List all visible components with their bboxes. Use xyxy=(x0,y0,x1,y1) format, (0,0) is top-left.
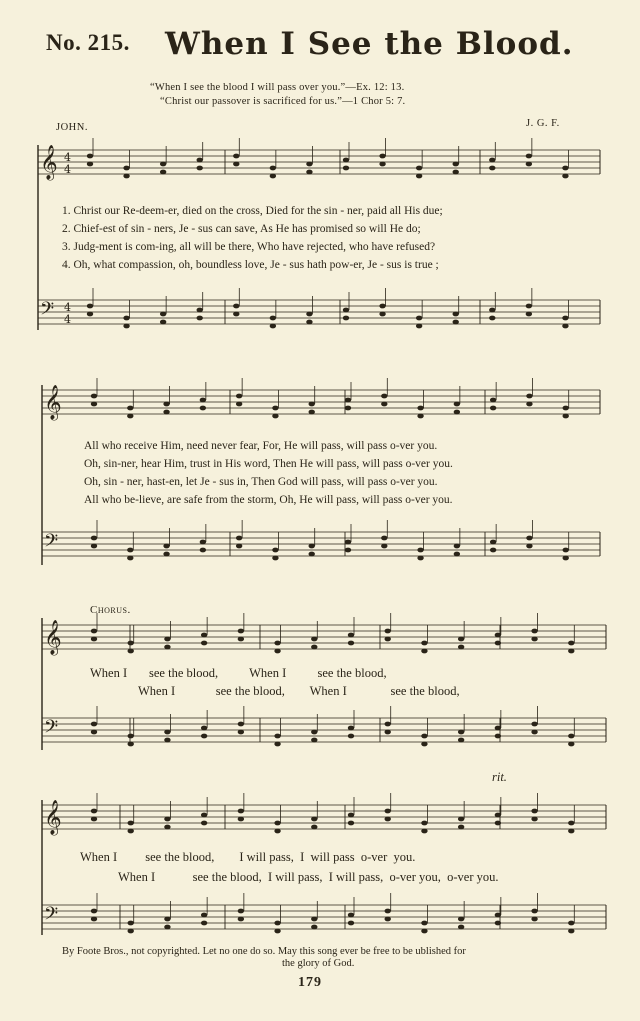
treble-staff-4-note-head xyxy=(458,825,464,830)
treble-staff-2-note-head xyxy=(91,402,97,407)
bass-staff-4-note-head xyxy=(274,929,280,934)
bass-staff-4-note-head xyxy=(311,925,317,930)
treble-staff-1-note-head xyxy=(197,166,203,171)
bass-staff-3-note-head xyxy=(128,742,134,747)
bass-staff-2-note-head xyxy=(236,544,242,549)
scripture-line-1: “When I see the blood I will pass over you.”—Ex. 12: 13. xyxy=(150,82,405,93)
bass-staff-1-note-head xyxy=(489,308,495,313)
treble-staff-2-clef-icon: 𝄞 xyxy=(44,385,62,420)
treble-staff-2-note-head xyxy=(163,410,169,415)
bass-staff-3-note-head xyxy=(164,738,170,743)
treble-staff-4-note-head xyxy=(531,817,537,822)
bass-staff-3-note-head xyxy=(164,730,170,735)
treble-staff-1-note-head xyxy=(123,166,129,171)
treble-staff-3-note-head xyxy=(91,637,97,642)
verse-4-line-a: 4. Oh, what compassion, oh, boundless love, Je - sus hath pow-er, Je - sus is true ; xyxy=(62,259,439,271)
bass-staff-4-note-head xyxy=(91,917,97,922)
bass-staff-2-note-head xyxy=(163,552,169,557)
bass-staff-4-note-head xyxy=(421,929,427,934)
treble-staff-1-note-head xyxy=(87,154,93,159)
treble-staff-1-note-head xyxy=(343,158,349,163)
treble-staff-3-note-head xyxy=(274,649,280,654)
bass-staff-1-note-head xyxy=(233,312,239,317)
treble-staff-1-note-head xyxy=(160,162,166,167)
bass-staff-3-clef-icon: 𝄢 xyxy=(44,717,59,742)
verse-1-line-b: All who receive Him, need never fear, For, He will pass, will pass o-ver you. xyxy=(84,440,438,452)
bass-staff-3-note-head xyxy=(311,738,317,743)
bass-staff-1-note-head xyxy=(526,312,532,317)
treble-staff-4-note-head xyxy=(201,813,207,818)
bass-staff-2-note-head xyxy=(127,556,133,561)
bass-staff-4-note-head xyxy=(348,913,354,918)
bass-staff-4-note-head xyxy=(421,921,427,926)
treble-staff-1-note-head xyxy=(562,166,568,171)
page-number: 179 xyxy=(298,975,322,990)
treble-staff-2-note-head xyxy=(563,406,569,411)
bass-staff-1-note-head xyxy=(343,308,349,313)
bass-staff-1-note-head xyxy=(562,324,568,329)
treble-staff-2-note-head xyxy=(490,406,496,411)
bass-staff-3-note-head xyxy=(348,726,354,731)
bass-staff-1-note-head xyxy=(526,304,532,309)
treble-staff-4-note-head xyxy=(568,821,574,826)
bass-staff-1-note-head xyxy=(343,316,349,321)
treble-staff-1-note-head xyxy=(453,170,459,175)
bass-staff-4-note-head xyxy=(458,925,464,930)
verse-3-line-b: Oh, sin - ner, hast-en, let Je - sus in, Then God will pass, will pass o-ver you. xyxy=(84,476,438,488)
bass-staff-2-note-head xyxy=(417,556,423,561)
treble-staff-2-note-head xyxy=(381,394,387,399)
composer-credit: J. G. F. xyxy=(526,118,560,129)
bass-staff-3-note-head xyxy=(238,730,244,735)
treble-staff-2-note-head xyxy=(526,394,532,399)
bass-staff-2-note-head xyxy=(526,536,532,541)
bass-staff-2-note-head xyxy=(381,536,387,541)
bass-staff-1-note-head xyxy=(197,308,203,313)
bass-staff-4-note-head xyxy=(128,929,134,934)
bass-staff-2-note-head xyxy=(490,548,496,553)
treble-staff-2-note-head xyxy=(91,394,97,399)
treble-staff-3-clef-icon: 𝄞 xyxy=(44,620,62,655)
bass-staff-2-note-head xyxy=(200,548,206,553)
bass-staff-4-note-head xyxy=(238,917,244,922)
bass-staff-3-note-head xyxy=(495,734,501,739)
treble-staff-2-note-head xyxy=(563,414,569,419)
treble-staff-1-note-head xyxy=(562,174,568,179)
bass-staff-1-note-head xyxy=(160,320,166,325)
scripture-line-2: “Christ our passover is sacrificed for us.”—1 Chor 5: 7. xyxy=(160,96,406,107)
treble-staff-1-note-head xyxy=(197,158,203,163)
treble-staff-3-note-head xyxy=(91,629,97,634)
treble-staff-4-note-head xyxy=(311,825,317,830)
bass-staff-2-note-head xyxy=(272,548,278,553)
treble-staff-4-note-head xyxy=(348,813,354,818)
treble-staff-4-note-head xyxy=(568,829,574,834)
treble-staff-1-note-head xyxy=(379,154,385,159)
bass-staff-2-note-head xyxy=(526,544,532,549)
bass-staff-4-note-head xyxy=(531,909,537,914)
bass-staff-3-note-head xyxy=(531,730,537,735)
bass-staff-4-note-head xyxy=(201,921,207,926)
bass-staff-2-note-head xyxy=(309,544,315,549)
bass-staff-3-note-head xyxy=(568,742,574,747)
bass-staff-2-note-head xyxy=(417,548,423,553)
treble-staff-3-note-head xyxy=(495,633,501,638)
treble-staff-3-note-head xyxy=(568,641,574,646)
bass-staff-4-note-head xyxy=(91,909,97,914)
bass-staff-2-clef-icon: 𝄢 xyxy=(44,531,59,556)
bass-staff-3-note-head xyxy=(385,730,391,735)
bass-staff-3-note-head xyxy=(274,742,280,747)
bass-staff-1-note-head xyxy=(453,312,459,317)
hymn-title: When I See the Blood. xyxy=(165,26,574,62)
treble-staff-2-note-head xyxy=(381,402,387,407)
treble-staff-3-note-head xyxy=(128,649,134,654)
bass-staff-1-note-head xyxy=(160,312,166,317)
treble-staff-1-note-head xyxy=(526,154,532,159)
treble-staff-2-note-head xyxy=(236,394,242,399)
verse-4-line-b: All who be-lieve, are safe from the storm, Oh, He will pass, will pass o-ver you. xyxy=(84,494,453,506)
treble-staff-2-note-head xyxy=(272,406,278,411)
treble-staff-4-note-head xyxy=(164,817,170,822)
bass-staff-3-note-head xyxy=(385,722,391,727)
bass-staff-1-note-head xyxy=(306,312,312,317)
treble-staff-3-note-head xyxy=(458,645,464,650)
bass-staff-2-note-head xyxy=(381,544,387,549)
treble-staff-1-note-head xyxy=(233,162,239,167)
bass-staff-2-note-head xyxy=(272,556,278,561)
treble-staff-4-note-head xyxy=(495,813,501,818)
bass-staff-2-note-head xyxy=(563,548,569,553)
bass-staff-1-note-head xyxy=(379,312,385,317)
verse-3-line-a: 3. Judg-ment is com-ing, all will be there, Who have rejected, who have refused? xyxy=(62,241,436,253)
treble-staff-4-note-head xyxy=(421,821,427,826)
treble-staff-2-note-head xyxy=(163,402,169,407)
treble-staff-3-note-head xyxy=(311,637,317,642)
bass-staff-4-note-head xyxy=(568,929,574,934)
treble-staff-2-note-head xyxy=(309,410,315,415)
bass-staff-3-note-head xyxy=(238,722,244,727)
bass-staff-4-note-head xyxy=(568,921,574,926)
treble-staff-3-note-head xyxy=(201,633,207,638)
treble-staff-3-note-head xyxy=(385,637,391,642)
treble-staff-4-note-head xyxy=(164,825,170,830)
bass-staff-4-note-head xyxy=(238,909,244,914)
bass-staff-2-note-head xyxy=(91,536,97,541)
treble-staff-1-note-head xyxy=(526,162,532,167)
bass-staff-2-note-head xyxy=(345,548,351,553)
treble-staff-1-note-head xyxy=(343,166,349,171)
bass-staff-2-note-head xyxy=(91,544,97,549)
treble-staff-1-note-head xyxy=(160,170,166,175)
bass-staff-4-note-head xyxy=(164,917,170,922)
bass-staff-1-note-head xyxy=(416,316,422,321)
bass-staff-4-note-head xyxy=(495,913,501,918)
treble-staff-3-note-head xyxy=(348,641,354,646)
bass-staff-1-note-head xyxy=(306,320,312,325)
treble-staff-2-note-head xyxy=(490,398,496,403)
bass-staff-4-note-head xyxy=(164,925,170,930)
bass-staff-3-note-head xyxy=(495,726,501,731)
treble-staff-3-note-head xyxy=(458,637,464,642)
hymn-number: No. 215. xyxy=(46,30,130,55)
chorus-line-1-lower: When I see the blood, When I see the blood, xyxy=(138,684,460,698)
treble-staff-4-note-head xyxy=(421,829,427,834)
treble-staff-3-note-head xyxy=(311,645,317,650)
treble-staff-2-note-head xyxy=(417,414,423,419)
bass-staff-2-note-head xyxy=(345,540,351,545)
treble-staff-4-note-head xyxy=(385,809,391,814)
treble-staff-1-note-head xyxy=(270,174,276,179)
bass-staff-3-note-head xyxy=(421,742,427,747)
chorus-label: Chorus. xyxy=(90,604,131,616)
bass-staff-4-note-head xyxy=(348,921,354,926)
treble-staff-1-note-head xyxy=(306,162,312,167)
bass-staff-1-note-head xyxy=(453,320,459,325)
treble-staff-3-note-head xyxy=(274,641,280,646)
bass-staff-4-note-head xyxy=(385,917,391,922)
verse-2-line-a: 2. Chief-est of sin - ners, Je - sus can save, As He has promised so will He do; xyxy=(62,223,421,235)
treble-staff-2-note-head xyxy=(417,406,423,411)
bass-staff-3-note-head xyxy=(128,734,134,739)
bass-staff-2-note-head xyxy=(309,552,315,557)
treble-staff-2-note-head xyxy=(272,414,278,419)
chorus-line-1-upper: When I see the blood, When I see the blood, xyxy=(90,666,387,680)
treble-staff-3-note-head xyxy=(238,637,244,642)
treble-staff-4-note-head xyxy=(458,817,464,822)
treble-staff-4-note-head xyxy=(274,821,280,826)
bass-staff-2-note-head xyxy=(563,556,569,561)
bass-staff-3-note-head xyxy=(348,734,354,739)
bass-staff-4-note-head xyxy=(128,921,134,926)
bass-staff-2-note-head xyxy=(127,548,133,553)
treble-staff-3-note-head xyxy=(164,645,170,650)
treble-staff-1-note-head xyxy=(416,174,422,179)
footer-note-1: By Foote Bros., not copyrighted. Let no one do so. May this song ever be free to be ublished for xyxy=(62,946,466,957)
lyricist-credit: JOHN. xyxy=(56,122,88,133)
treble-staff-2-note-head xyxy=(127,406,133,411)
bass-staff-1-note-head xyxy=(123,324,129,329)
treble-staff-2-note-head xyxy=(200,398,206,403)
treble-staff-1-note-head xyxy=(416,166,422,171)
treble-staff-3-note-head xyxy=(495,641,501,646)
treble-staff-1-note-head xyxy=(379,162,385,167)
treble-staff-4-note-head xyxy=(311,817,317,822)
treble-staff-2-note-head xyxy=(236,402,242,407)
bass-staff-3-note-head xyxy=(568,734,574,739)
bass-staff-2-note-head xyxy=(454,552,460,557)
bass-staff-4-note-head xyxy=(311,917,317,922)
bass-staff-1-clef-icon: 𝄢 xyxy=(40,299,55,324)
bass-staff-3-note-head xyxy=(421,734,427,739)
bass-staff-3-note-head xyxy=(201,734,207,739)
bass-staff-1-time-top: 4 xyxy=(64,301,71,314)
verse-2-line-b: Oh, sin-ner, hear Him, trust in His word, Then He will pass, will pass o-ver you. xyxy=(84,458,453,470)
chorus-line-2-lower: When I see the blood, I will pass, I will pass, o-ver you, o-ver you. xyxy=(118,870,499,884)
treble-staff-3-note-head xyxy=(128,641,134,646)
bass-staff-2-note-head xyxy=(236,536,242,541)
bass-staff-4-note-head xyxy=(201,913,207,918)
bass-staff-1-note-head xyxy=(379,304,385,309)
treble-staff-4-note-head xyxy=(274,829,280,834)
treble-staff-3-note-head xyxy=(421,641,427,646)
treble-staff-3-note-head xyxy=(568,649,574,654)
bass-staff-1-note-head xyxy=(87,304,93,309)
treble-staff-1-note-head xyxy=(233,154,239,159)
treble-staff-1-clef-icon: 𝄞 xyxy=(40,145,58,180)
treble-staff-1-note-head xyxy=(453,162,459,167)
chorus-line-2-upper: When I see the blood, I will pass, I will pass o-ver you. xyxy=(80,850,416,864)
verse-1-line-a: 1. Christ our Re-deem-er, died on the cross, Died for the sin - ner, paid all His due; xyxy=(62,205,443,217)
treble-staff-1-time-top: 4 xyxy=(64,151,71,164)
bass-staff-1-note-head xyxy=(270,316,276,321)
treble-staff-4-note-head xyxy=(495,821,501,826)
bass-staff-3-note-head xyxy=(274,734,280,739)
bass-staff-4-note-head xyxy=(531,917,537,922)
treble-staff-1-note-head xyxy=(489,158,495,163)
treble-staff-2-note-head xyxy=(454,402,460,407)
treble-staff-1-note-head xyxy=(306,170,312,175)
treble-staff-3-note-head xyxy=(421,649,427,654)
ritardando-mark: rit. xyxy=(492,770,507,784)
bass-staff-1-note-head xyxy=(270,324,276,329)
bass-staff-2-note-head xyxy=(200,540,206,545)
treble-staff-2-note-head xyxy=(345,398,351,403)
treble-staff-1-note-head xyxy=(270,166,276,171)
treble-staff-2-note-head xyxy=(345,406,351,411)
treble-staff-4-note-head xyxy=(348,821,354,826)
treble-staff-1-note-head xyxy=(489,166,495,171)
treble-staff-3-note-head xyxy=(238,629,244,634)
bass-staff-3-note-head xyxy=(458,730,464,735)
treble-staff-3-note-head xyxy=(201,641,207,646)
treble-staff-4-clef-icon: 𝄞 xyxy=(44,800,62,835)
bass-staff-2-note-head xyxy=(490,540,496,545)
treble-staff-3-note-head xyxy=(531,637,537,642)
treble-staff-2-note-head xyxy=(454,410,460,415)
bass-staff-1-note-head xyxy=(87,312,93,317)
treble-staff-3-note-head xyxy=(348,633,354,638)
treble-staff-1-note-head xyxy=(123,174,129,179)
bass-staff-4-note-head xyxy=(458,917,464,922)
bass-staff-1-note-head xyxy=(416,324,422,329)
bass-staff-4-clef-icon: 𝄢 xyxy=(44,904,59,929)
bass-staff-1-time-bottom: 4 xyxy=(64,313,71,326)
bass-staff-1-note-head xyxy=(233,304,239,309)
bass-staff-4-note-head xyxy=(385,909,391,914)
bass-staff-3-note-head xyxy=(91,730,97,735)
bass-staff-3-note-head xyxy=(531,722,537,727)
treble-staff-3-note-head xyxy=(531,629,537,634)
treble-staff-2-note-head xyxy=(200,406,206,411)
treble-staff-4-note-head xyxy=(201,821,207,826)
bass-staff-4-note-head xyxy=(495,921,501,926)
treble-staff-2-note-head xyxy=(309,402,315,407)
treble-staff-4-note-head xyxy=(91,809,97,814)
treble-staff-3-note-head xyxy=(385,629,391,634)
bass-staff-1-note-head xyxy=(123,316,129,321)
bass-staff-3-note-head xyxy=(458,738,464,743)
treble-staff-4-note-head xyxy=(128,829,134,834)
treble-staff-4-note-head xyxy=(91,817,97,822)
bass-staff-2-note-head xyxy=(163,544,169,549)
bass-staff-3-note-head xyxy=(91,722,97,727)
treble-staff-4-note-head xyxy=(238,809,244,814)
footer-note-2: the glory of God. xyxy=(282,958,355,969)
treble-staff-1-time-bottom: 4 xyxy=(64,163,71,176)
treble-staff-4-note-head xyxy=(531,809,537,814)
treble-staff-4-note-head xyxy=(238,817,244,822)
bass-staff-1-note-head xyxy=(562,316,568,321)
treble-staff-2-note-head xyxy=(526,402,532,407)
bass-staff-3-note-head xyxy=(201,726,207,731)
treble-staff-3-note-head xyxy=(164,637,170,642)
bass-staff-3-note-head xyxy=(311,730,317,735)
treble-staff-4-note-head xyxy=(128,821,134,826)
bass-staff-1-note-head xyxy=(197,316,203,321)
bass-staff-1-note-head xyxy=(489,316,495,321)
bass-staff-4-note-head xyxy=(274,921,280,926)
treble-staff-1-note-head xyxy=(87,162,93,167)
treble-staff-2-note-head xyxy=(127,414,133,419)
bass-staff-2-note-head xyxy=(454,544,460,549)
treble-staff-4-note-head xyxy=(385,817,391,822)
